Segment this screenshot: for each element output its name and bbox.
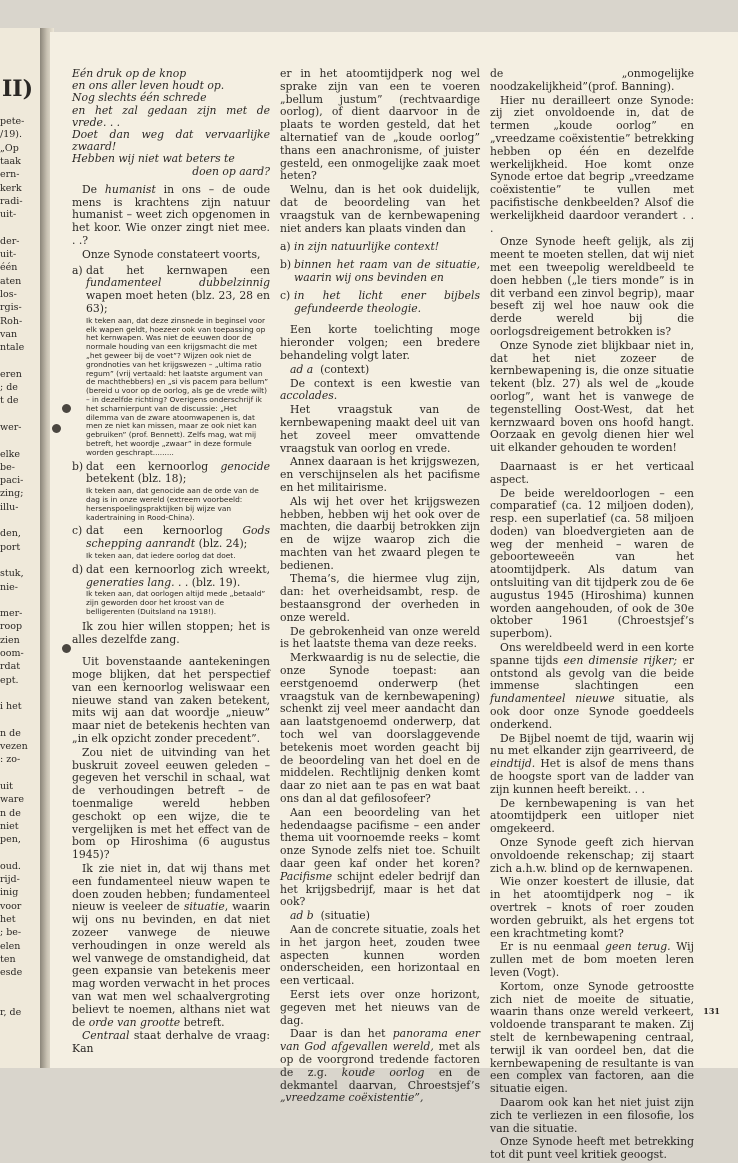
previous-page-fragment: paci- [0, 475, 24, 487]
poem-line: en ons aller leven houdt op. [72, 79, 225, 93]
footnote: Ik teken aan, dat oorlogen altijd mede „betaald” zijn geworden door het kroost van de belligerenten (Duitsland na 1918!). [86, 589, 266, 616]
paragraph: Er is nu eenmaal geen terug. Wij zullen met de bom moeten leren leven (Vogt). [490, 940, 694, 979]
paragraph: Onze Synode geeft zich hiervan onvoldoende rekenschap; zij staart zich a.h.w. blind op de kernwapenen. [490, 836, 694, 875]
previous-page-fragment: radi- [0, 195, 23, 207]
paragraph: Centraal staat derhalve de vraag: Kan [72, 1029, 270, 1056]
previous-page-fragment: elke [0, 448, 21, 460]
previous-page-fragment: rgis- [0, 302, 22, 314]
previous-page-fragment: niet [0, 820, 19, 832]
paragraph: Aan een beoordeling van het hedendaagse pacifisme – een ander thema uit voornoemde reeks – komt onze Synode zelfs niet toe. Schuilt daar geen kaf onder het koren? Pacifisme schijnt edeler bedrijf dan het krijgsbedrijf, maar is het dat ook? [280, 805, 480, 909]
previous-page-fragment: oud. [0, 860, 21, 872]
list-item: c) in het licht ener bijbels gefundeerde theologie. [280, 288, 480, 315]
previous-page-fragment: inig [0, 887, 19, 899]
previous-page-fragment: be- [0, 461, 15, 473]
previous-page-fragment: wer- [0, 421, 22, 433]
previous-page-fragment: stuk, [0, 568, 24, 580]
paragraph: Ik zou hier willen stoppen; het is alles dezelfde zang. [72, 619, 270, 646]
previous-page-fragment: den, [0, 528, 21, 540]
previous-page-fragment: ; be- [0, 927, 22, 939]
column-3 [490, 68, 694, 1163]
previous-page-edge [0, 28, 40, 1068]
paragraph: Wie onzer koestert de illusie, dat in het atoomtijdperk nog – ik overtrek – knots of roer zouden worden gebruikt, als het ergens tot een krachtmeting komt? [490, 875, 694, 940]
paragraph: Hier nu derailleert onze Synode: zij ziet onvoldoende in, dat de termen „koude oorlog” en „vreedzame coëxistentie” betrekking hebben op één en dezelfde werkelijkheid. Hoe komt onze Synode ertoe dat begrip „vreedzame coëxistentie” te vullen met pacifistische denkbeelden? Alsof die werkelijkheid daardoor verandert . . . [490, 93, 694, 235]
footnote: Ik teken aan, dat genocide aan de orde van de dag is in onze wereld (extreem voorbeeld: hersenspoelingspraktijken bij wijze van kadertraining in Rood-China). [86, 486, 259, 522]
list-item: c) dat een kernoorlog Gods schepping aanrandt (blz. 24); [72, 524, 270, 551]
previous-page-fragment: oom- [0, 648, 24, 659]
previous-page-fragment: ; de [0, 382, 18, 393]
paragraph: Annex daaraan is het krijgswezen, en verschijnselen als het pacifisme en het militairisme. [280, 455, 480, 494]
paragraph: de „onmogelijke noodzakelijkheid”(prof. Banning). [490, 67, 694, 93]
previous-page-fragment: ern- [0, 169, 20, 181]
page-number: 131 [703, 1006, 720, 1016]
list-item: b) binnen het raam van de situatie, waarin wij ons bevinden en [280, 258, 480, 284]
paragraph: Kortom, onze Synode getroostte zich niet de moeite de situatie, waarin thans onze wereld verkeert, voldoende transparant te maken. Zij stelt de kernbewapening centraal, terwijl ik van oordeel ben, dat die kernbewapening de resultante is van een complex van factoren, aan die situatie eigen. [490, 979, 694, 1096]
paragraph: Onze Synode ziet blijkbaar niet in, dat het niet zozeer de kernbewapening is, die onze situatie tekent (blz. 27) als wel de „koude oorlog”, want het is vanwege de tegenstelling Oost-West, dat het kernzwaard boven ons hoofd hangt. Oorzaak en gevolg dienen hier wel uit elkander gehouden te worden! [490, 338, 694, 455]
paragraph: Daarom ook kan het niet juist zijn zich te verliezen in een filosofie, los van die situatie. [490, 1095, 694, 1135]
paragraph: Het vraagstuk van de kernbewapening maakt deel uit van het zoveel meer omvattende vraagstuk van oorlog en vrede. [280, 403, 480, 455]
paragraph: Eerst iets over onze horizont, gegeven met het nieuws van de dag. [280, 987, 480, 1027]
paragraph: Onze Synode heeft gelijk, als zij meent te moeten stellen, dat wij niet met een tweepolig wereldbeeld te doen hebben („le tiers monde” is in dit verband een zinvol begrip), maar beseft zij wel hoe nauw ook die derde wereld bij die oorlogsdreigement betrokken is? [490, 235, 694, 338]
previous-page-fragment: eren [0, 368, 22, 380]
paragraph: Aan de concrete situatie, zoals het in het jargon heet, zouden twee aspecten kunnen worden onderscheiden, een horizontaal en een verticaal. [280, 923, 480, 988]
poem-line: Doet dan weg dat vervaarlijke zwaard! [72, 128, 270, 154]
previous-page-fragment: n de [0, 727, 21, 739]
poem-line: Nog slechts één schrede [72, 91, 207, 105]
previous-page-numeral: II) [2, 76, 33, 102]
section-heading: ad b (situatie) [290, 909, 370, 923]
poem-line: doen op aard? [192, 164, 270, 178]
previous-page-fragment: pete- [0, 116, 25, 127]
paragraph: er in het atoomtijdperk nog wel sprake zijn van een te voeren „bellum justum” (rechtvaardige oorlog), of dient daarvoor in de plaats te worden gesteld, dat het alternatief van de „koude oorlog” thans een anachronisme, of juister gesteld, een onmogelijke zaak moet heten? [280, 67, 480, 183]
paragraph: De Bijbel noemt de tijd, waarin wij nu met elkander zijn gearriveerd, de eindtijd. Het is alsof de mens thans de hoogste sport van de ladder van zijn kunnen heeft bereikt. . . [490, 731, 694, 796]
previous-page-fragment: rdat [0, 661, 21, 673]
paragraph: Uit bovenstaande aantekeningen moge blijken, dat het perspectief van een kernoorlog weliswaar een nieuwe stand van zaken betekent, mits wij aan dat woordje „nieuw” maar niet de betekenis hechten van „in elk opzicht zonder precedent”. [72, 655, 270, 746]
column-1 [72, 68, 270, 1057]
previous-page-fragment: nie- [0, 581, 18, 593]
paragraph: Daarnaast is er het verticaal aspect. [490, 459, 694, 486]
previous-page-fragment: van [0, 328, 18, 340]
paragraph: De kernbewapening is van het atoomtijdperk een uitloper niet omgekeerd. [490, 796, 694, 836]
previous-page-fragment: ten [0, 953, 16, 965]
list-item: a) in zijn natuurlijke context! [280, 240, 440, 254]
previous-page-fragment: n de [0, 807, 21, 819]
binding-hole-icon [62, 404, 71, 413]
previous-page-fragment: aten [0, 275, 22, 287]
previous-page-fragment: één [0, 262, 18, 274]
poem-line: Hebben wij niet wat beters te [72, 152, 235, 166]
list-item: d) dat een kernoorlog zich wreekt, generaties lang. . . (blz. 19). [72, 562, 270, 589]
previous-page-fragment: port [0, 541, 21, 553]
paragraph: Welnu, dan is het ook duidelijk, dat de beoordeling van het vraagstuk van de kernbewapening niet anders kan plaats vinden dan [280, 183, 480, 235]
previous-page-fragment: „Op [0, 142, 19, 154]
previous-page-fragment: zien [0, 634, 20, 646]
previous-page-fragment: uit [0, 781, 13, 792]
magazine-page [50, 32, 738, 1162]
previous-page-fragment: r, de [0, 1007, 22, 1019]
previous-page-fragment: vezen [0, 741, 28, 753]
paragraph: Zou niet de uitvinding van het buskruit zoveel eeuwen geleden – gegeven het verschil in schaal, wat de verhoudingen betreft – de toenmalige wereld hebben geschokt op een wijze, die te vergelijken is met het effect van de bom op Hiroshima (6 augustus 1945)? [72, 745, 270, 862]
previous-page-fragment: uit- [0, 249, 17, 260]
paragraph: Als wij het over het krijgswezen hebben, hebben wij het ook over de machten, die daarbij betrokken zijn en de wijze waarop zich die machten van het zwaard plegen te bedienen. [280, 494, 480, 572]
footnote: Ik teken aan, dat iedere oorlog dat doet. [86, 550, 236, 560]
list-item: b) dat een kernoorlog genocide betekent (blz. 18); [72, 459, 270, 486]
paragraph: De context is een kwestie van accolades. [280, 376, 480, 403]
previous-page-fragment: illu- [0, 501, 19, 513]
list-item: a) dat het kernwapen een fundamenteel dubbelzinnig wapen moet heten (blz. 23, 28 en 63); [72, 263, 270, 315]
previous-page-fragment: i het [0, 701, 22, 713]
section-heading: Onze Synode constateert voorts, [82, 247, 261, 261]
previous-page-fragment: t de [0, 395, 19, 407]
paragraph: De gebrokenheid van onze wereld is het laatste thema van deze reeks. [280, 624, 480, 651]
previous-page-fragment: het [0, 914, 16, 925]
previous-page-fragment: uit- [0, 209, 17, 221]
poem [72, 68, 270, 178]
previous-page-fragment: zing; [0, 488, 24, 500]
paragraph: Thema’s, die hiermee vlug zijn, dan: het overheidsambt, resp. de bestaansgrond der overheden in onze wereld. [280, 572, 480, 624]
previous-page-fragment: ware [0, 794, 24, 806]
paragraph: De beide wereldoorlogen – een comparatief (ca. 12 miljoen doden), resp. een superlatief (ca. 58 miljoen doden) van bloedvergieten aan de weg der menheid – waren de geboorteweeën van het atoomtijdperk. Als datum van ontsluiting van dit tijdperk zou de 6e augustus 1945 (Hiroshima) kunnen worden aangehouden, of ook de 30e oktober 1961 (Chroestsjef’s superbom). [490, 486, 694, 641]
paragraph: Merkwaardig is nu de selectie, die onze Synode toepast: aan eerstgenoemd onderwerp (het vraagstuk van de kernbewapening) schenkt zij veel meer aandacht dan aan laatstgenoemd onderwerp, dat toch wel van doorslaggevende betekenis moet worden geacht bij de beoordeling van het doel en de middelen. Rechtlijnig denken komt daar zo niet aan te pas en wat baat ons dan al dat gefilosofeer? [280, 651, 480, 806]
paragraph: Daar is dan het panorama ener van God afgevallen wereld, met als op de voorgrond tredende factoren de z.g. koude oorlog en de dekmantel daarvan, Chroestsjef’s „vreedzame coëxistentie”, [280, 1027, 480, 1105]
poem-line: Eén druk op de knop [72, 67, 187, 80]
previous-page-fragment: pen, [0, 834, 21, 846]
section-heading: ad a (context) [290, 362, 370, 376]
previous-page-fragment: elen [0, 940, 21, 952]
binding-hole-icon [62, 644, 71, 653]
previous-page-fragment: voor [0, 900, 22, 912]
paragraph: Een korte toelichting moge hieronder volgen; een bredere behandeling volgt later. [280, 323, 480, 362]
paragraph: Onze Synode heeft met betrekking tot dit punt veel kritiek geoogst. [490, 1135, 694, 1162]
previous-page-fragment: los- [0, 288, 17, 300]
paragraph: Ons wereldbeeld werd in een korte spanne tijds een dimensie rijker; er ontstond als gevolg van die beide immense slachtingen een fundamenteel nieuwe situatie, als ook door onze Synode goeddeels onderkend. [490, 641, 695, 731]
previous-page-fragment: taak [0, 155, 21, 167]
poem-line: en het zal gedaan zijn met de vrede. . . [72, 103, 270, 129]
previous-page-fragment: Roh- [0, 315, 23, 327]
paragraph: Ik zie niet in, dat wij thans met een fundamenteel nieuw wapen te doen zouden hebben; fundamenteel nieuw is veeleer de situatie, waarin wij ons nu bevinden, en dat niet zozeer vanwege de nieuwe verhoudingen in onze wereld als wel vanwege de omstandigheid, dat geen expansie van betekenis meer mag worden verwacht in het proces van wat men wel schaalvergroting believt te noemen, althans niet wat de orde van grootte betreft. [72, 862, 270, 1029]
previous-page-fragment: mer- [0, 608, 23, 620]
previous-page-fragment: ept. [0, 674, 19, 686]
binding-hole-icon [52, 424, 61, 433]
column-2 [280, 68, 480, 1106]
previous-page-fragment: der- [0, 235, 20, 247]
paragraph: De humanist in ons – de oude mens is krachtens zijn natuur humanist – weet zich opgenomen in het koor. Wie onzer zingt niet mee. . .? [72, 182, 270, 248]
previous-page-fragment: rijd- [0, 874, 20, 886]
previous-page-fragment: kerk [0, 182, 22, 194]
previous-page-fragment: : zo- [0, 754, 21, 766]
previous-page-fragment: esde [0, 967, 23, 979]
previous-page-fragment: ntale [0, 342, 25, 354]
previous-page-fragment: /19). [0, 129, 23, 141]
footnote: Ik teken aan, dat deze zinsnede in beginsel voor elk wapen geldt, hoezeer ook van toepassing op het kernwapen. Was niet de eeuwen door de normale houding van een krijgsmacht die met „het geweer bij de voet”? Wijzen ook niet de grondnoties van het krijgswezen – „ultima ratio regum” (vrij vertaald: het laatste argument van de machthebbers) en „si vis pacem para bellum” (bereid u voor op de oorlog, als ge de vrede wilt) – in dezelfde richting? Overigens onderschrijf ik het scharnierpunt van de discussie: „Het dilemma van de zware atoomwapenen is, dat men ze niet kan missen, maar ze ook niet kan gebruiken” (prof. Bennett). Zelfs mag, wat mij betreft, het woordje „zwaar” in deze formule worden geschrapt......... [86, 315, 269, 457]
previous-page-fragment: roop [0, 621, 23, 633]
